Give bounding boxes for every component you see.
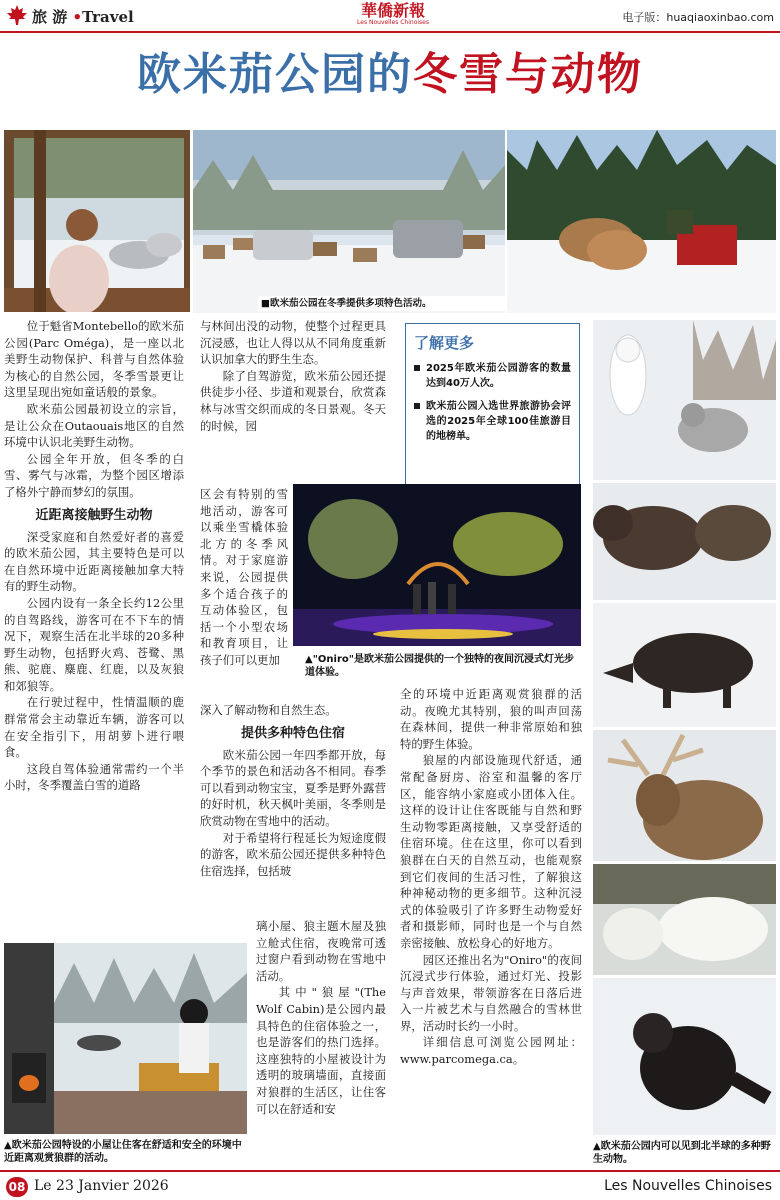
article-column-2-top (200, 318, 386, 434)
caption-night-trail: ▲"Oniro"是欧米茄公园提供的一个独特的夜间沉浸式灯光步道体验。 (305, 654, 574, 678)
masthead-fr: Les Nouvelles Chinoises (357, 19, 429, 26)
photo-wolf-cabin (4, 943, 247, 1134)
info-box (405, 323, 580, 488)
caption-animals: ▲欧米茄公园内可以见到北半球的多种野生动物。 (593, 1141, 771, 1165)
title-part-1: 欧米茄公园的 (137, 49, 413, 100)
section-dot: • (72, 8, 83, 26)
photo-arctic-wolves (593, 320, 776, 480)
page-title (0, 40, 780, 110)
section-name-cn: 旅 游 (32, 8, 68, 26)
subheading-wildlife: 近距离接触野生动物 (35, 507, 153, 523)
photo-bison-snow (593, 483, 776, 600)
masthead (348, 2, 438, 26)
footer-paper-name: Les Nouvelles Chinoises (604, 1178, 772, 1194)
maple-leaf-logo-icon (6, 4, 28, 26)
paragraph-continued: 与林间出没的动物，使整个过程更具沉浸感，也让人得以从不同角度重新认识加拿大的野生生态。 (200, 319, 386, 367)
section-name-en: Travel (82, 8, 134, 26)
photo-oniro-night-trail (293, 484, 581, 646)
edition-url: 电子版：huaqiaoxinbao.com (622, 11, 774, 24)
paragraph: 除了自驾游览，欧米茄公园还提供徒步小径、步道和观景台，欣赏森林与冰雪交织而成的冬日景观。冬天的时候，园 (200, 368, 386, 433)
paragraph-continued: 区会有特别的雪地活动，游客可以乘坐雪橇体验北方的冬季风情。对于家庭游来说，公园提供多个适合孩子的互动体验区，包括一个小型农场和教育项目，让孩子们可以更加 (200, 487, 288, 667)
article-column-2-narrow (200, 486, 288, 669)
photo-deer-cars (193, 130, 505, 313)
info-box-heading: 了解更多 (414, 334, 475, 352)
info-box-list (414, 361, 571, 444)
paragraph: 这段自驾体验通常需约一个半小时，冬季覆盖白雪的道路 (4, 761, 184, 793)
caption-wolf-cabin: ▲欧米茄公园特设的小屋让住客在舒适和安全的环境中近距离观赏狼群的活动。 (4, 1140, 242, 1164)
paragraph: 在行驶过程中，性情温顺的鹿群常常会主动靠近车辆，游客可以在安全指引下，用胡萝卜进行喂食。 (4, 695, 184, 760)
photo-girl-window-wolves (4, 130, 190, 312)
info-box-item: 2025年欧米茄公园游客的数量达到40万人次。 (414, 361, 571, 391)
info-box-item: 欧米茄公园入选世界旅游协会评选的2025年全球100佳旅游目的地榜单。 (414, 399, 571, 444)
article-column-1 (4, 318, 184, 794)
caption-top-middle: ■欧米茄公园在冬季提供多项特色活动。 (258, 296, 508, 311)
paragraph: 狼屋的内部设施现代舒适，通常配备厨房、浴室和温馨的客厅区，能容纳小家庭或小团体入住。这样的设计让住客既能与自然和野生动物零距离接触，又享受舒适的住宿环境。住在这里，你可以看到狼群在白天的自然互动，也能观察到它们夜间的生活习性，了解狼这种神秘动物的更多细节。这种沉浸式的体验吸引了许多野生动物爱好者和摄影师，同时也是一个与自然亲密接触、放松身心的好地方。 (400, 753, 582, 950)
paragraph: 公园内设有一条全长约12公里的自驾路线，游客可在不下车的情况下，观察生活在北半球的20多种野生动物，包括野火鸡、苍鹭、黑熊、驼鹿、麋鹿、红鹿，以及灰狼和郊狼等。 (4, 595, 184, 693)
paragraph: 园区还推出名为"Oniro"的夜间沉浸式步行体验，通过灯光、投影与声音效果，带领游客在日落后进入一片被艺术与自然融合的雪林世界，活动时长约一小时。 (400, 952, 582, 1033)
paragraph: 深受家庭和自然爱好者的喜爱的欧米茄公园，其主要特色是可以在自然环境中近距离接触加拿大特有的野生动物。 (4, 529, 184, 594)
paragraph-continued: 全的环境中近距离观赏狼群的活动。夜晚尤其特别，狼的叫声回荡在森林间，提供一种非常原始和独特的野生体验。 (400, 687, 582, 751)
photo-mountain-goats (593, 864, 776, 975)
photo-elk-antlers (593, 730, 776, 861)
paragraph: 详细信息可浏览公园网址：www.parcomega.ca。 (400, 1035, 582, 1067)
article-column-2-mid (200, 702, 386, 879)
subheading-lodging: 提供多种特色住宿 (240, 725, 345, 741)
paragraph: 其中"狼屋"(The Wolf Cabin)是公园内最具特色的住宿体验之一，也是游客们的热门选择。这座独特的小屋被设计为透明的玻璃墙面，直接面对狼群的生活区，让住客可以在舒适和安 (256, 985, 386, 1116)
footer-divider (0, 1170, 780, 1172)
article-column-3 (400, 686, 582, 1068)
photo-horse-sleigh (507, 130, 776, 313)
paragraph: 对于希望将行程延长为短途度假的游客，欧米茄公园还提供多种特色住宿选择，包括玻 (200, 830, 386, 878)
paragraph: 欧米茄公园最初设立的宗旨，是让公众在Outaouais地区的自然环境中认识北美野生动物。 (4, 401, 184, 450)
paragraph: 位于魁省Montebello的欧米茄公园(Parc Oméga)，是一座以北美野生动物保护、科普与自然体验为核心的自然公园，冬季雪景更让这里呈现出宛如童话般的景象。 (4, 319, 184, 400)
header-divider (0, 31, 780, 33)
photo-wild-boar (593, 603, 776, 727)
paragraph: 欧米茄公园一年四季都开放，每个季节的景色和活动各不相同。春季可以看到动物宝宝，夏季是野外露营的好时机，秋天枫叶美丽，冬季则是欣赏动物在雪地中的活动。 (200, 747, 386, 828)
paragraph-continued: 璃小屋、狼主题木屋及独立舱式住宿，夜晚常可透过窗户看到动物在雪地中活动。 (256, 919, 386, 983)
issue-date: Le 23 Janvier 2026 (34, 1178, 169, 1194)
article-column-2-bottom (256, 918, 386, 1117)
masthead-cn: 華僑新報 (360, 1, 425, 20)
paragraph: 公园全年开放，但冬季的白雪、雾气与冰霜，为整个园区增添了格外宁静而梦幻的氛围。 (4, 451, 184, 499)
paragraph-continued: 深入了解动物和自然生态。 (200, 703, 337, 717)
section-label (32, 6, 134, 27)
photo-wolverine (593, 978, 776, 1135)
page-number: 08 (6, 1177, 28, 1197)
title-part-2: 冬雪与动物 (413, 49, 643, 100)
